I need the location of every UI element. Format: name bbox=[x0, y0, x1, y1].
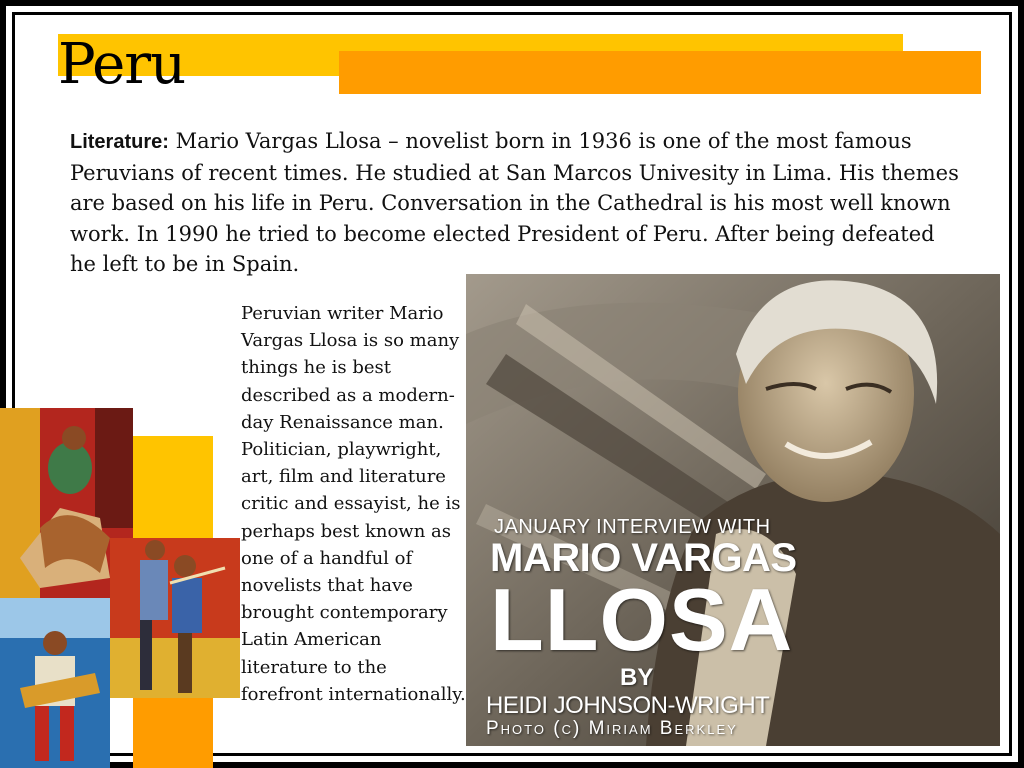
photo-headline-line2: MARIO VARGAS bbox=[490, 536, 797, 580]
author-photo bbox=[466, 274, 1000, 746]
title-bar-orange bbox=[339, 51, 981, 94]
painting-collage-image bbox=[0, 408, 240, 768]
art-collage bbox=[0, 408, 240, 768]
literature-paragraph bbox=[70, 126, 960, 280]
slide-title: Peru bbox=[58, 32, 186, 97]
paragraph-text: Mario Vargas Llosa – novelist born in 1936 is one of the most famous Peruvians of recent times. He studied at San Marcos Univesity in Lima. His themes are based on his life in Peru. Conversation in the Cathedral is his most well known work. In 1990 he tried to become elected President of Peru. After being defeated he left to be in Spain. bbox=[70, 129, 959, 276]
photo-headline-line3: LLOSA bbox=[490, 570, 794, 669]
photo-byline-by: BY bbox=[620, 664, 654, 691]
photo-credit: Photo (c) Miriam Berkley bbox=[486, 718, 738, 739]
photo-caption: Peruvian writer Mario Vargas Llosa is so many things he is best described as a modern-day Renaissance man. Politician, playwright, art, film and literature critic and essayist, he is perhaps best known as one of a handful of novelists that have brought contemporary Latin American literature to the forefront internationally. bbox=[241, 303, 466, 705]
paragraph-lead: Literature: bbox=[70, 131, 169, 153]
photo-headline-line1: JANUARY INTERVIEW WITH bbox=[494, 516, 771, 538]
photo-byline-author: HEIDI JOHNSON-WRIGHT bbox=[486, 692, 770, 719]
portrait-image bbox=[466, 274, 1000, 746]
